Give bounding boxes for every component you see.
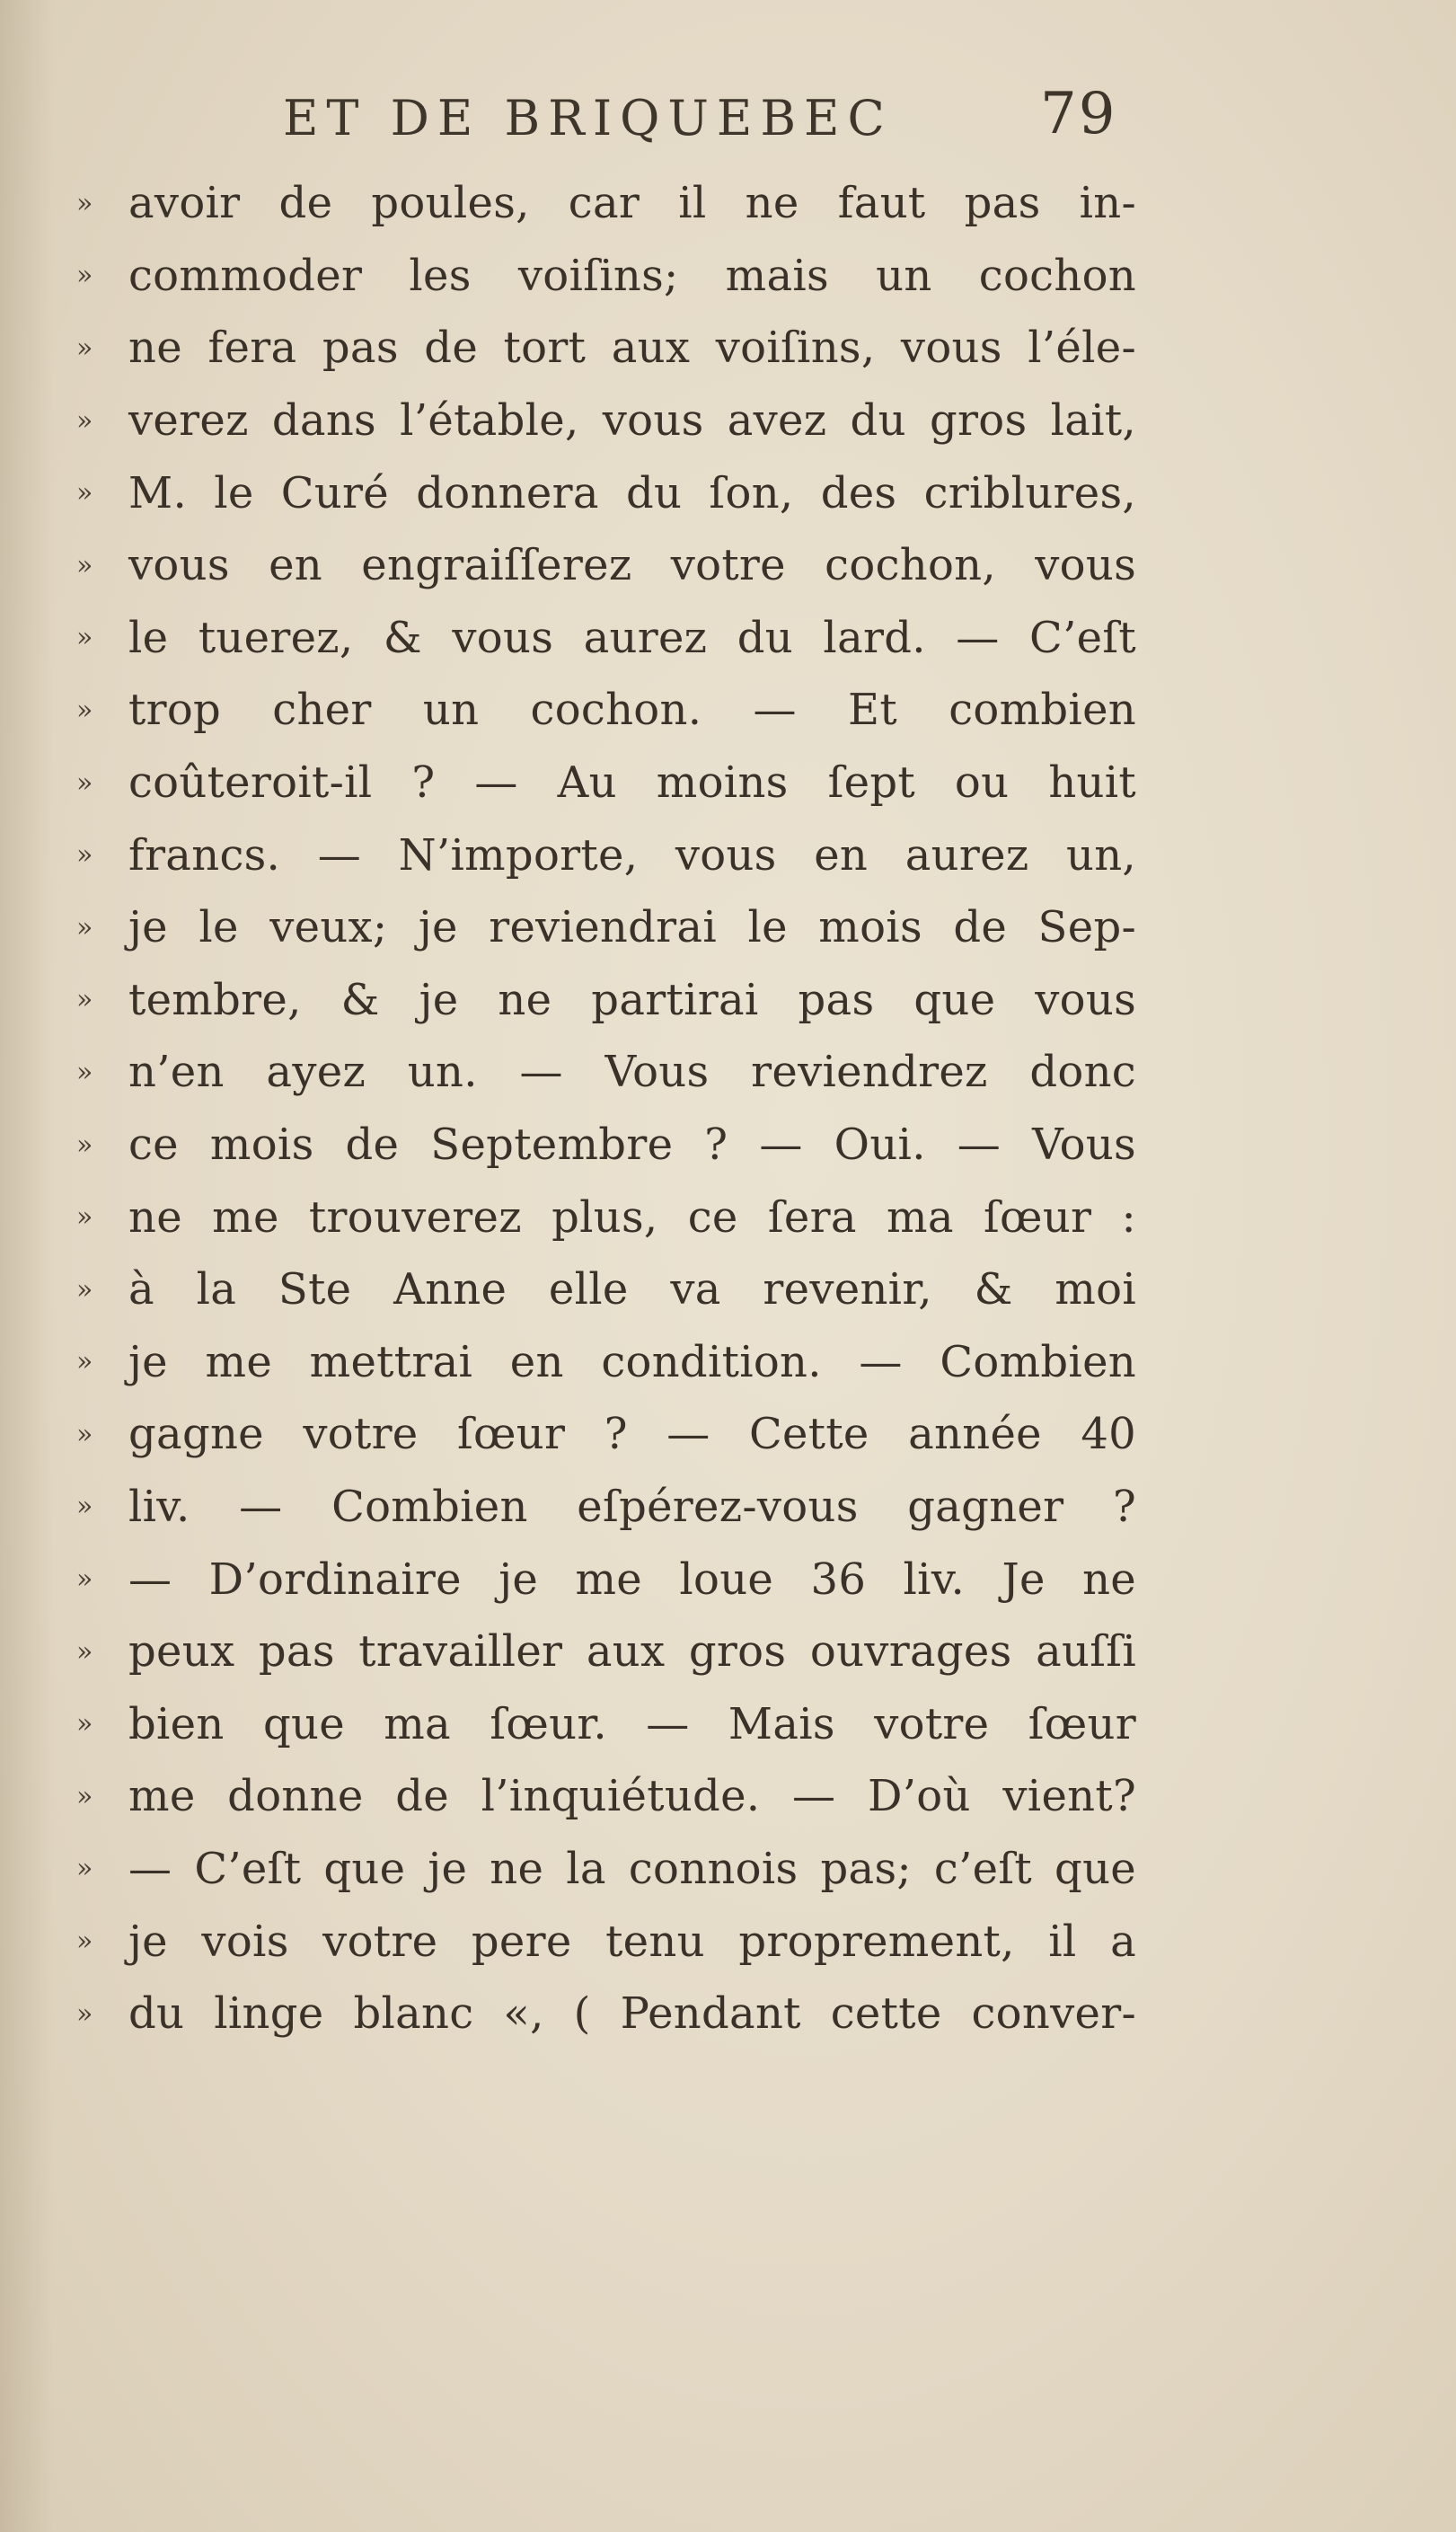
line-text: francs. — N’importe, vous en aurez un, xyxy=(128,829,1136,881)
quote-mark: » xyxy=(76,766,93,799)
text-line xyxy=(76,1181,1136,1253)
quote-mark: » xyxy=(76,1780,93,1812)
text-line xyxy=(76,674,1136,747)
line-text: vous en engraiſſerez votre cochon, vous xyxy=(128,540,1136,591)
line-text: ce mois de Septembre ? — Oui. — Vous xyxy=(128,1120,1136,1171)
line-text: liv. — Combien eſpérez-vous gagner ? xyxy=(128,1481,1136,1532)
line-text: coûteroit-il ? — Au moins ſept ou huit xyxy=(128,757,1136,809)
quote-mark: » xyxy=(76,622,93,654)
page-spine-shadow xyxy=(0,0,54,2532)
text-line xyxy=(76,1109,1136,1182)
text-line xyxy=(76,1326,1136,1399)
quote-mark: » xyxy=(76,1708,93,1740)
quote-mark: » xyxy=(76,1563,93,1596)
line-text: à la Ste Anne elle va revenir, & moi xyxy=(128,1264,1136,1315)
quote-mark: » xyxy=(76,1129,93,1161)
quote-mark: » xyxy=(76,549,93,581)
text-line xyxy=(76,1253,1136,1326)
quote-mark: » xyxy=(76,839,93,872)
line-text: le tuerez, & vous aurez du lard. — C’eſt xyxy=(128,612,1136,663)
quote-mark: » xyxy=(76,984,93,1016)
quote-mark: » xyxy=(76,332,93,364)
line-text: verez dans l’étable, vous avez du gros lait, xyxy=(128,395,1136,447)
line-text: bien que ma ſœur. — Mais votre ſœur xyxy=(128,1698,1136,1749)
text-line xyxy=(76,240,1136,313)
text-line xyxy=(76,1687,1136,1760)
line-text: M. le Curé donnera du ſon, des criblures, xyxy=(128,467,1136,518)
line-text: ne fera pas de tort aux voiſins, vous l’éle- xyxy=(128,323,1136,374)
quote-mark: » xyxy=(76,1056,93,1088)
text-line xyxy=(76,1760,1136,1833)
text-line xyxy=(76,1616,1136,1688)
line-text: me donne de l’inquiétude. — D’où vient? xyxy=(128,1771,1136,1822)
line-text: — D’ordinaire je me loue 36 liv. Je ne xyxy=(128,1554,1136,1605)
line-text: — C’eſt que je ne la connois pas; c’eſt que xyxy=(128,1843,1136,1894)
quote-mark: » xyxy=(76,1201,93,1234)
text-line xyxy=(76,819,1136,891)
quote-mark: » xyxy=(76,911,93,943)
quote-mark: » xyxy=(76,187,93,219)
page-number: 79 xyxy=(1040,81,1117,147)
line-text: ne me trouverez plus, ce ſera ma ſœur : xyxy=(128,1191,1136,1243)
text-line xyxy=(76,385,1136,457)
quote-mark: » xyxy=(76,1853,93,1885)
body-text xyxy=(76,167,1136,2050)
line-text: je vois votre pere tenu proprement, il a xyxy=(128,1916,1136,1967)
line-text: du linge blanc «, ( Pendant cette conver- xyxy=(128,1988,1136,2040)
line-text: trop cher un cochon. — Et combien xyxy=(128,685,1136,736)
line-text: tembre, & je ne partirai pas que vous xyxy=(128,974,1136,1025)
text-line xyxy=(76,312,1136,385)
quote-mark: » xyxy=(76,1997,93,2030)
text-line xyxy=(76,891,1136,964)
text-line xyxy=(76,747,1136,819)
text-line xyxy=(76,964,1136,1037)
text-line xyxy=(76,1833,1136,1906)
running-head: ET DE BRIQUEBEC xyxy=(283,90,893,146)
line-text: gagne votre ſœur ? — Cette année 40 xyxy=(128,1409,1136,1460)
quote-mark: » xyxy=(76,1346,93,1378)
page-header xyxy=(0,79,1456,160)
quote-mark: » xyxy=(76,1926,93,1958)
text-line xyxy=(76,1978,1136,2050)
text-line xyxy=(76,602,1136,675)
quote-mark: » xyxy=(76,1491,93,1523)
text-line xyxy=(76,1471,1136,1544)
quote-mark: » xyxy=(76,1635,93,1668)
text-line xyxy=(76,1398,1136,1471)
quote-mark: » xyxy=(76,260,93,292)
quote-mark: » xyxy=(76,1418,93,1450)
text-line xyxy=(76,1543,1136,1616)
text-line xyxy=(76,1036,1136,1109)
text-line xyxy=(76,167,1136,240)
quote-mark: » xyxy=(76,477,93,509)
quote-mark: » xyxy=(76,694,93,726)
line-text: n’en ayez un. — Vous reviendrez donc xyxy=(128,1047,1136,1098)
text-line xyxy=(76,456,1136,529)
text-line xyxy=(76,1905,1136,1978)
line-text: peux pas travailler aux gros ouvrages auſſi xyxy=(128,1626,1136,1678)
line-text: avoir de poules, car il ne faut pas in- xyxy=(128,178,1136,229)
line-text: commoder les voiſins; mais un cochon xyxy=(128,250,1136,301)
quote-mark: » xyxy=(76,404,93,437)
line-text: je le veux; je reviendrai le mois de Sep- xyxy=(128,902,1136,953)
quote-mark: » xyxy=(76,1273,93,1306)
line-text: je me mettrai en condition. — Combien xyxy=(128,1336,1136,1387)
text-line xyxy=(76,529,1136,602)
